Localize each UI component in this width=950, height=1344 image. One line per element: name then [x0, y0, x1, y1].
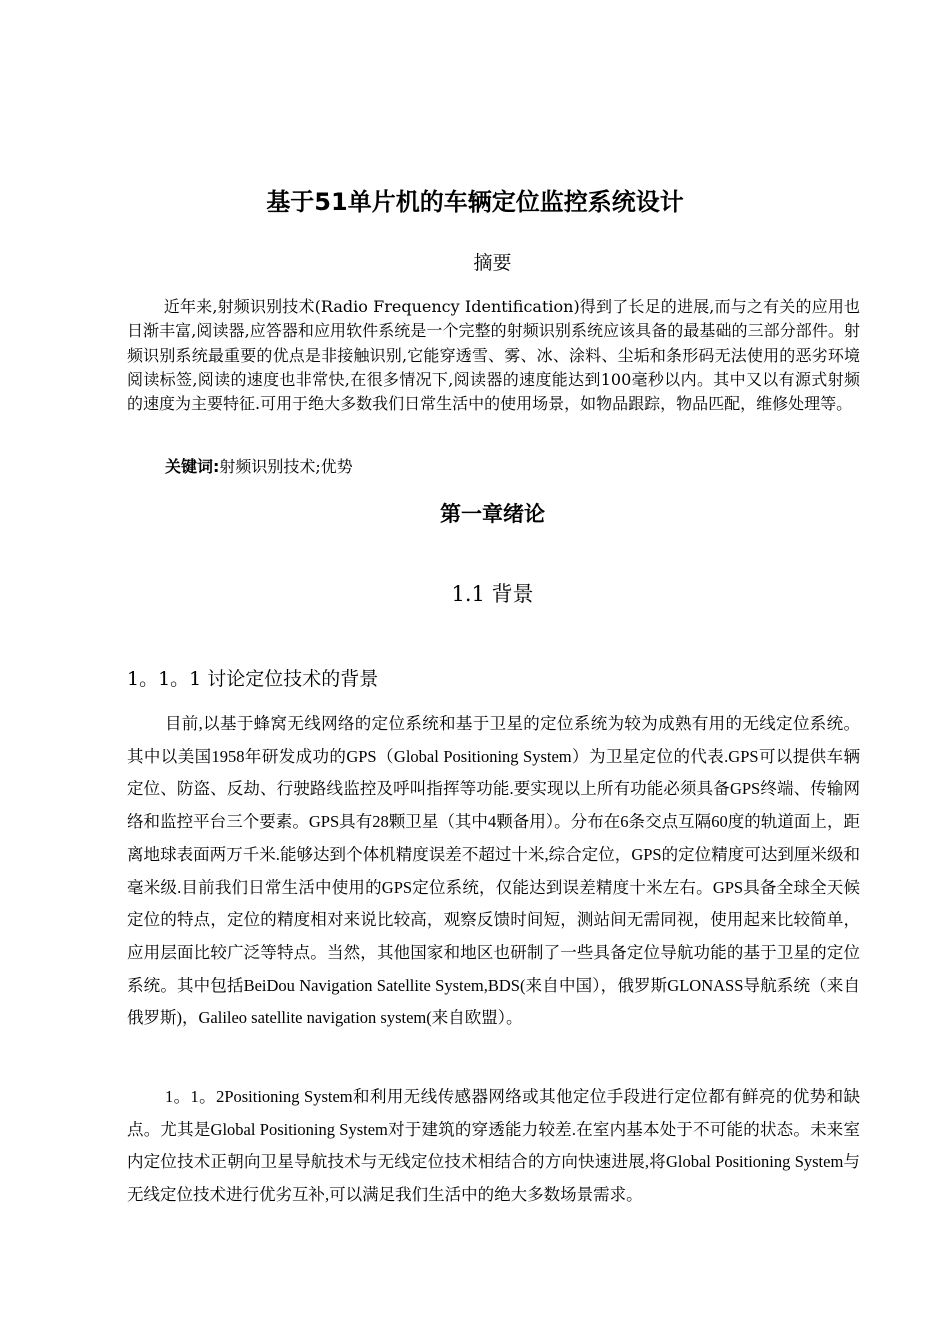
chapter-title: 第一章绪论 [440, 502, 545, 526]
abstract-body: 近年来,射频识别技术(Radio Frequency Identification)得到了长足的进展,而与之有关的应用也日渐丰富,阅读器,应答器和应用软件系统是一个完整的射频识别系统应该具备的最基础的三部分部件。射频识别系统最重要的优点是非接触识别,它能穿透雪、雾、冰、涂料、尘垢和条形码无法使用的恶劣环境阅读标签,阅读的速度也非常快,在很多情况下,阅读器的速度能达到100毫秒以内。其中又以有源式射频的速度为主要特征.可用于绝大多数我们日常生活中的使用场景，如物品跟踪，物品匹配，维修处理等。 [127, 297, 860, 414]
body-paragraph-1: 目前,以基于蜂窝无线网络的定位系统和基于卫星的定位系统为较为成熟有用的无线定位系统。其中以美国1958年研发成功的GPS（Global Positioning System）为卫星定位的代表.GPS可以提供车辆定位、防盗、反劫、行驶路线监控及呼叫指挥等功能.要实现以上所有功能必须具备GPS终端、传输网络和监控平台三个要素。GPS具有28颗卫星（其中4颗备用）。分布在6条交点互隔60度的轨道面上，距离地球表面两万千米.能够达到个体机精度误差不超过十米,综合定位，GPS的定位精度可达到厘米级和毫米级.目前我们日常生活中使用的GPS定位系统，仅能达到误差精度十米左右。GPS具备全球全天候定位的特点，定位的精度相对来说比较高，观察反馈时间短，测站间无需同视，使用起来比较简单，应用层面比较广泛等特点。当然，其他国家和地区也研制了一些具备定位导航功能的基于卫星的定位系统。其中包括BeiDou Navigation Satellite System,BDS(来自中国），俄罗斯GLONASS导航系统（来自俄罗斯)，Galileo satellite navigation system(来自欧盟）。 [127, 714, 860, 1028]
section-title: 1.1 背景 [451, 582, 534, 606]
keywords-value: 射频识别技术;优势 [219, 457, 353, 476]
abstract-heading: 摘要 [473, 252, 512, 274]
body-paragraph-2: 1。1。2Positioning System和利用无线传感器网络或其他定位手段进行定位都有鲜亮的优势和缺点。尤其是Global Positioning System对于建筑的穿透能力较差.在室内基本处于不可能的状态。未来室内定位技术正朝向卫星导航技术与无线定位技术相结合的方向快速进展,将Global Positioning System与无线定位技术进行优劣互补,可以满足我们生活中的绝大多数场景需求。 [127, 1087, 860, 1205]
keywords-line [165, 455, 353, 479]
document-title: 基于51单片机的车辆定位监控系统设计 [266, 188, 684, 216]
keywords-label: 关键词: [165, 457, 220, 476]
subsection-title: 1。1。1 讨论定位技术的背景 [127, 668, 379, 690]
